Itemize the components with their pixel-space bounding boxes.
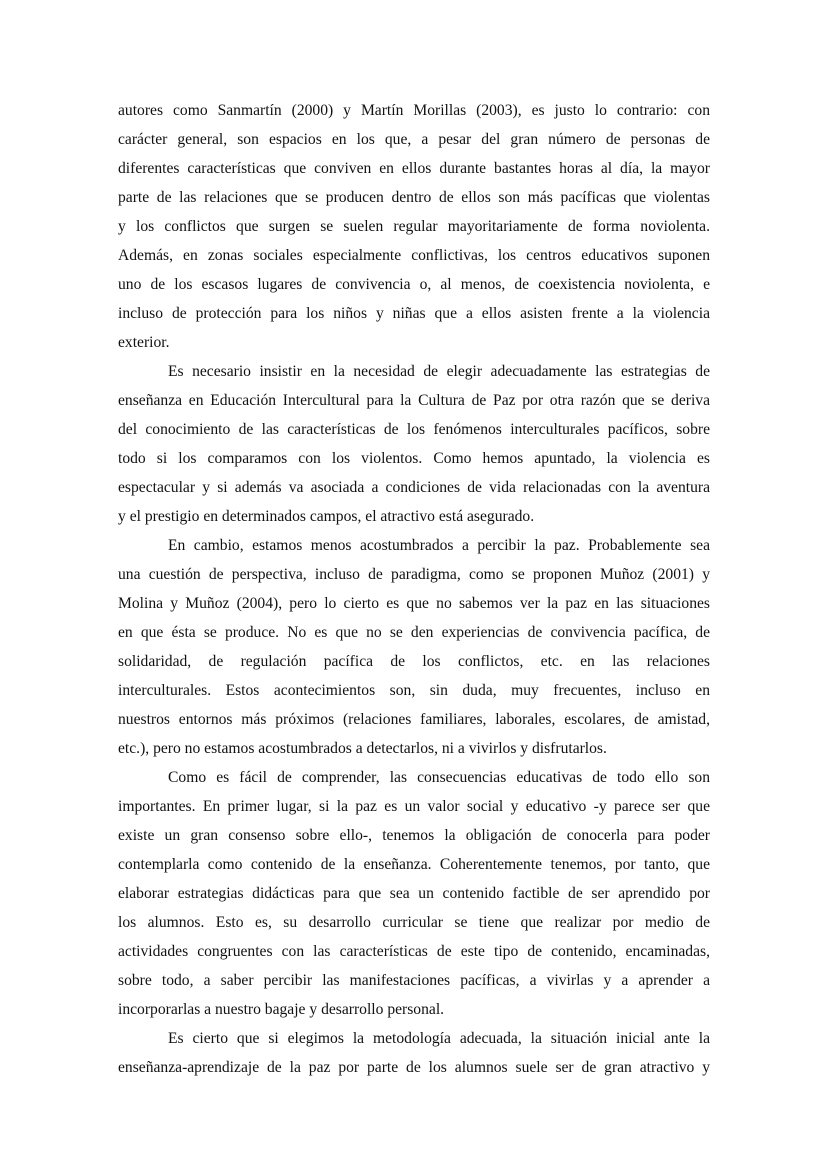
text-line: los alumnos. Esto es, su desarrollo curricular se tiene que realizar por medio de xyxy=(118,914,710,931)
text-line: todo si los comparamos con los violentos. Como hemos apuntado, la violencia es xyxy=(118,450,710,467)
text-line: carácter general, son espacios en los que, a pesar del gran número de personas de xyxy=(118,131,710,148)
text-line: del conocimiento de las características de los fenómenos interculturales pacíficos, sobre xyxy=(118,421,710,438)
text-line: y los conflictos que surgen se suelen regular mayoritariamente de forma noviolenta. xyxy=(118,218,710,235)
text-line: elaborar estrategias didácticas para que sea un contenido factible de ser aprendido por xyxy=(118,885,710,902)
text-line: Como es fácil de comprender, las consecuencias educativas de todo ello son xyxy=(168,769,710,786)
text-line: diferentes características que conviven en ellos durante bastantes horas al día, la mayor xyxy=(118,160,710,177)
text-line: solidaridad, de regulación pacífica de los conflictos, etc. en las relaciones xyxy=(118,653,710,670)
text-line: uno de los escasos lugares de convivencia o, al menos, de coexistencia noviolenta, e xyxy=(118,276,710,293)
text-line: contemplarla como contenido de la enseñanza. Coherentemente tenemos, por tanto, que xyxy=(118,856,710,873)
text-line: autores como Sanmartín (2000) y Martín Morillas (2003), es justo lo contrario: con xyxy=(118,102,710,119)
text-line: enseñanza en Educación Intercultural para la Cultura de Paz por otra razón que se deriva xyxy=(118,392,710,409)
text-line: exterior. xyxy=(118,334,170,351)
text-line: Es necesario insistir en la necesidad de elegir adecuadamente las estrategias de xyxy=(168,363,710,380)
paragraph xyxy=(118,763,710,1024)
paragraph xyxy=(118,357,710,531)
text-line: Molina y Muñoz (2004), pero lo cierto es que no sabemos ver la paz en las situaciones xyxy=(118,595,710,612)
paragraph xyxy=(118,1024,710,1082)
text-line: nuestros entornos más próximos (relaciones familiares, laborales, escolares, de amistad, xyxy=(118,711,710,728)
text-line: En cambio, estamos menos acostumbrados a percibir la paz. Probablemente sea xyxy=(168,537,710,554)
text-line: enseñanza-aprendizaje de la paz por parte de los alumnos suele ser de gran atractivo y xyxy=(118,1059,710,1076)
paragraph xyxy=(118,96,710,357)
text-line: sobre todo, a saber percibir las manifestaciones pacíficas, a vivirlas y a aprender a xyxy=(118,972,710,989)
text-line: etc.), pero no estamos acostumbrados a detectarlos, ni a vivirlos y disfrutarlos. xyxy=(118,740,607,757)
text-line: incluso de protección para los niños y niñas que a ellos asisten frente a la violencia xyxy=(118,305,710,322)
text-line: Además, en zonas sociales especialmente conflictivas, los centros educativos suponen xyxy=(118,247,710,264)
paragraph xyxy=(118,531,710,763)
text-line: importantes. En primer lugar, si la paz es un valor social y educativo -y parece ser que xyxy=(118,798,710,815)
text-line: Es cierto que si elegimos la metodología adecuada, la situación inicial ante la xyxy=(168,1030,710,1047)
text-line: en que ésta se produce. No es que no se den experiencias de convivencia pacífica, de xyxy=(118,624,710,641)
text-line: actividades congruentes con las características de este tipo de contenido, encaminadas, xyxy=(118,943,710,960)
text-line: incorporarlas a nuestro bagaje y desarrollo personal. xyxy=(118,1001,445,1018)
text-line: parte de las relaciones que se producen dentro de ellos son más pacíficas que violentas xyxy=(118,189,710,206)
text-line: una cuestión de perspectiva, incluso de paradigma, como se proponen Muñoz (2001) y xyxy=(118,566,710,583)
text-line: espectacular y si además va asociada a condiciones de vida relacionadas con la aventura xyxy=(118,479,710,496)
text-line: y el prestigio en determinados campos, el atractivo está asegurado. xyxy=(118,508,535,525)
text-line: existe un gran consenso sobre ello-, tenemos la obligación de conocerla para poder xyxy=(118,827,710,844)
text-line: interculturales. Estos acontecimientos son, sin duda, muy frecuentes, incluso en xyxy=(118,682,710,699)
body-text xyxy=(118,96,710,1082)
